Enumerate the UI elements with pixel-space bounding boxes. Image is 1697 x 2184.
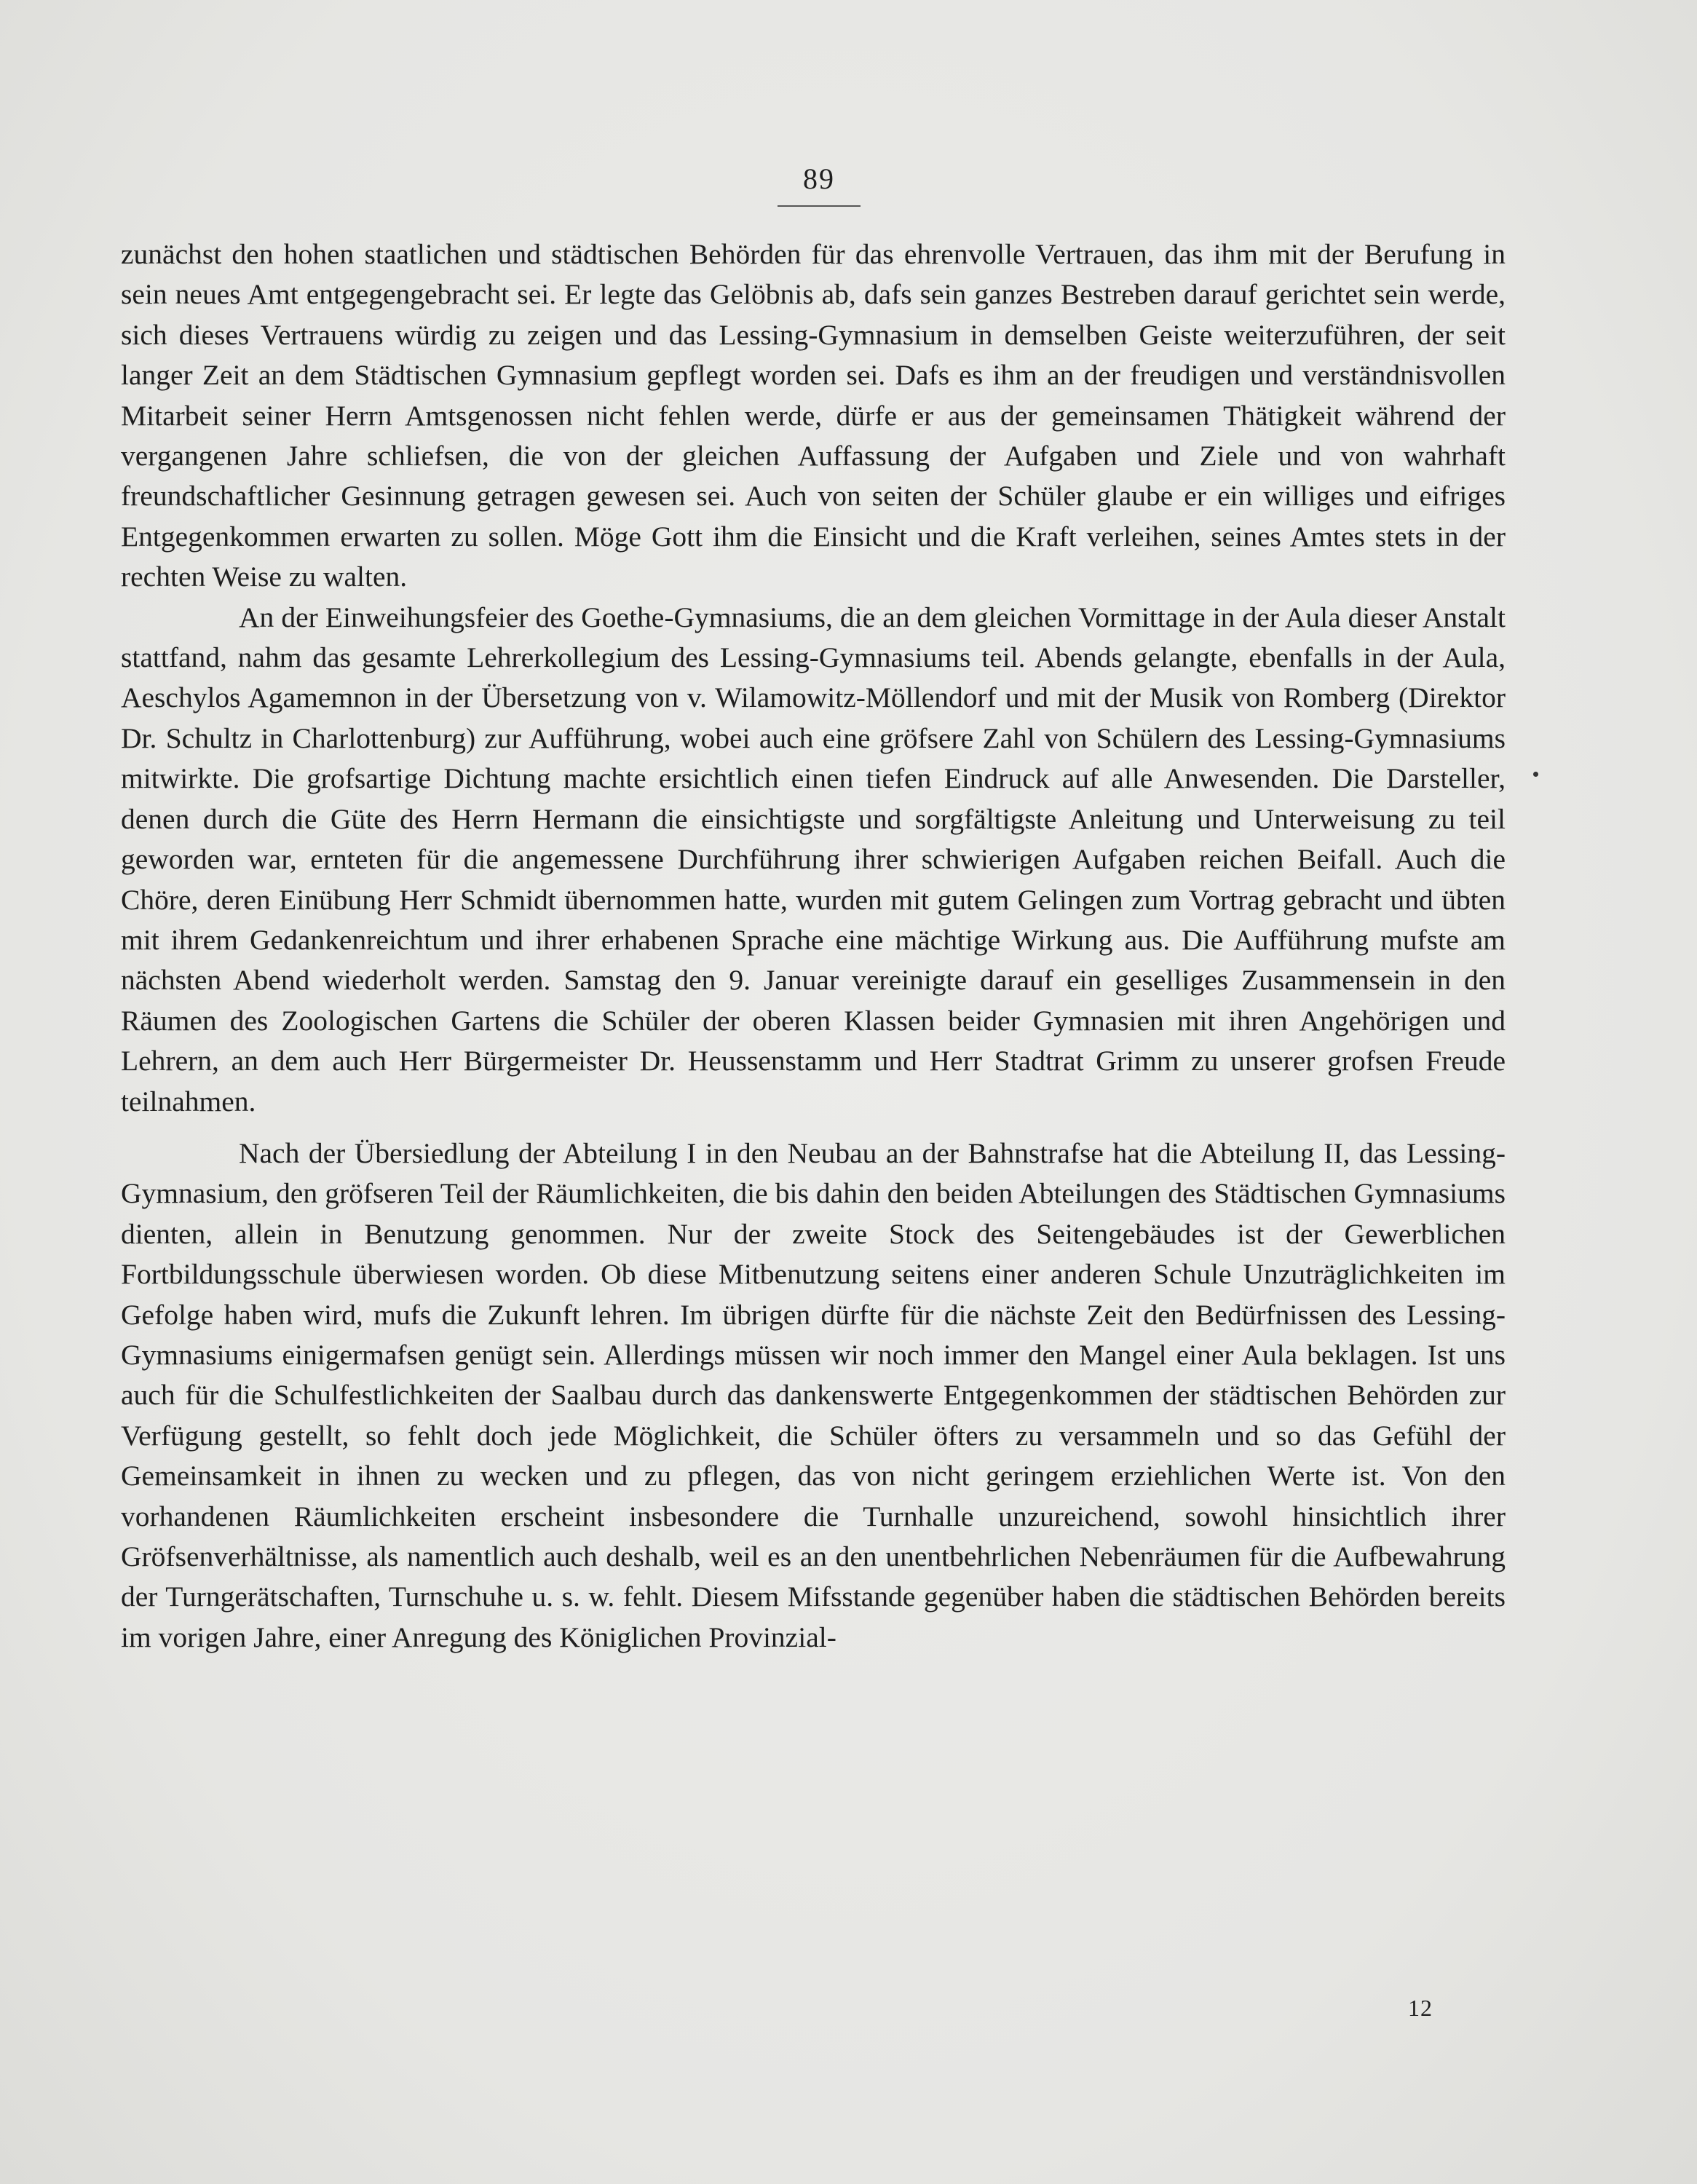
paragraph-3: Nach der Übersiedlung der Abteilung I in den Neubau an der Bahnstrafse hat die Abteilung II, das Lessing-Gymnasium, den gröfseren Teil der Räumlichkeiten, die bis dahin den beiden Abteilungen des Städtischen Gymnasiums dienten, allein in Benutzung genommen. Nur der zweite Stock des Seitengebäudes ist der Gewerblichen Fortbildungsschule überwiesen worden. Ob diese Mitbenutzung seitens einer anderen Schule Unzuträglichkeiten im Gefolge haben wird, mufs die Zukunft lehren. Im übrigen dürfte für die nächste Zeit den Bedürfnissen des Lessing-Gymnasiums einigermafsen genügt sein. Allerdings müssen wir noch immer den Mangel einer Aula beklagen. Ist uns auch für die Schulfestlichkeiten der Saalbau durch das dankenswerte Entgegenkommen der städtischen Behörden zur Verfügung gestellt, so fehlt doch jede Möglichkeit, die Schüler öfters zu versammeln und so das Gefühl der Gemeinsamkeit in ihnen zu wecken und zu pflegen, das von nicht geringem erziehlichen Werte ist. Von den vorhandenen Räumlichkeiten erscheint insbesondere die Turnhalle unzureichend, sowohl hinsichtlich ihrer Gröfsenverhältnisse, als namentlich auch deshalb, weil es an den unentbehrlichen Nebenräumen für die Aufbewahrung der Turngerätschaften, Turnschuhe u. s. w. fehlt. Diesem Mifsstande gegenüber haben die städtischen Behörden bereits im vorigen Jahre, einer Anregung des Königlichen Provinzial- bbox=[121, 1136, 1506, 1653]
header-rule bbox=[778, 205, 861, 207]
signature-mark: 12 bbox=[1408, 1995, 1433, 2021]
body-text bbox=[121, 234, 1506, 1658]
paragraph-2: An der Einweihungsfeier des Goethe-Gymnasiums, die an dem gleichen Vormittage in der Aula dieser Anstalt stattfand, nahm das gesamte Lehrerkollegium des Lessing-Gymnasiums teil. Abends gelangte, ebenfalls in der Aula, Aeschylos Agamemnon in der Übersetzung von v. Wilamowitz-Möllendorf und mit der Musik von Romberg (Direktor Dr. Schultz in Charlottenburg) zur Aufführung, wobei auch eine gröfsere Zahl von Schülern des Lessing-Gymnasiums mitwirkte. Die grofsartige Dichtung machte ersichtlich einen tiefen Eindruck auf alle Anwesenden. Die Darsteller, denen durch die Güte des Herrn Hermann die einsichtigste und sorgfältigste Anleitung und Unterweisung zu teil geworden war, ernteten für die angemessene Durchführung ihrer schwierigen Aufgaben reichen Beifall. Auch die Chöre, deren Einübung Herr Schmidt übernommen hatte, wurden mit gutem Gelingen zum Vortrag gebracht und übten mit ihrem Gedankenreichtum und ihrer erhabenen Sprache eine mächtige Wirkung aus. Die Aufführung mufste am nächsten Abend wiederholt werden. Samstag den 9. Januar vereinigte darauf ein geselliges Zusammensein in den Räumen des Zoologischen Gartens die Schüler der oberen Klassen beider Gymnasien mit ihren Angehörigen und Lehrern, an dem auch Herr Bürgermeister Dr. Heussenstamm und Herr Stadtrat Grimm zu unserer grofsen Freude teilnahmen. bbox=[121, 601, 1506, 1117]
ink-speck bbox=[1533, 772, 1538, 777]
page-number: 89 bbox=[803, 162, 835, 195]
paragraph-1: zunächst den hohen staatlichen und städtischen Behörden für das ehrenvolle Vertrauen, das ihm mit der Berufung in sein neues Amt entgegengebracht sei. Er legte das Gelöbnis ab, dafs sein ganzes Bestreben darauf gerichtet sein werde, sich dieses Vertrauens würdig zu zeigen und das Lessing-Gymnasium in demselben Geiste weiterzuführen, der seit langer Zeit an dem Städtischen Gymnasium gepflegt worden sei. Dafs es ihm an der freudigen und verständnisvollen Mitarbeit seiner Herrn Amtsgenossen nicht fehlen werde, dürfe er aus der gemeinsamen Thätigkeit während der vergangenen Jahre schliefsen, die von der gleichen Auffassung der Aufgaben und Ziele und von wahrhaft freundschaftlicher Gesinnung getragen gewesen sei. Auch von seiten der Schüler glaube er ein williges und eifriges Entgegenkommen erwarten zu sollen. Möge Gott ihm die Einsicht und die Kraft verleihen, seines Amtes stets in der rechten Weise zu walten. bbox=[121, 238, 1506, 593]
